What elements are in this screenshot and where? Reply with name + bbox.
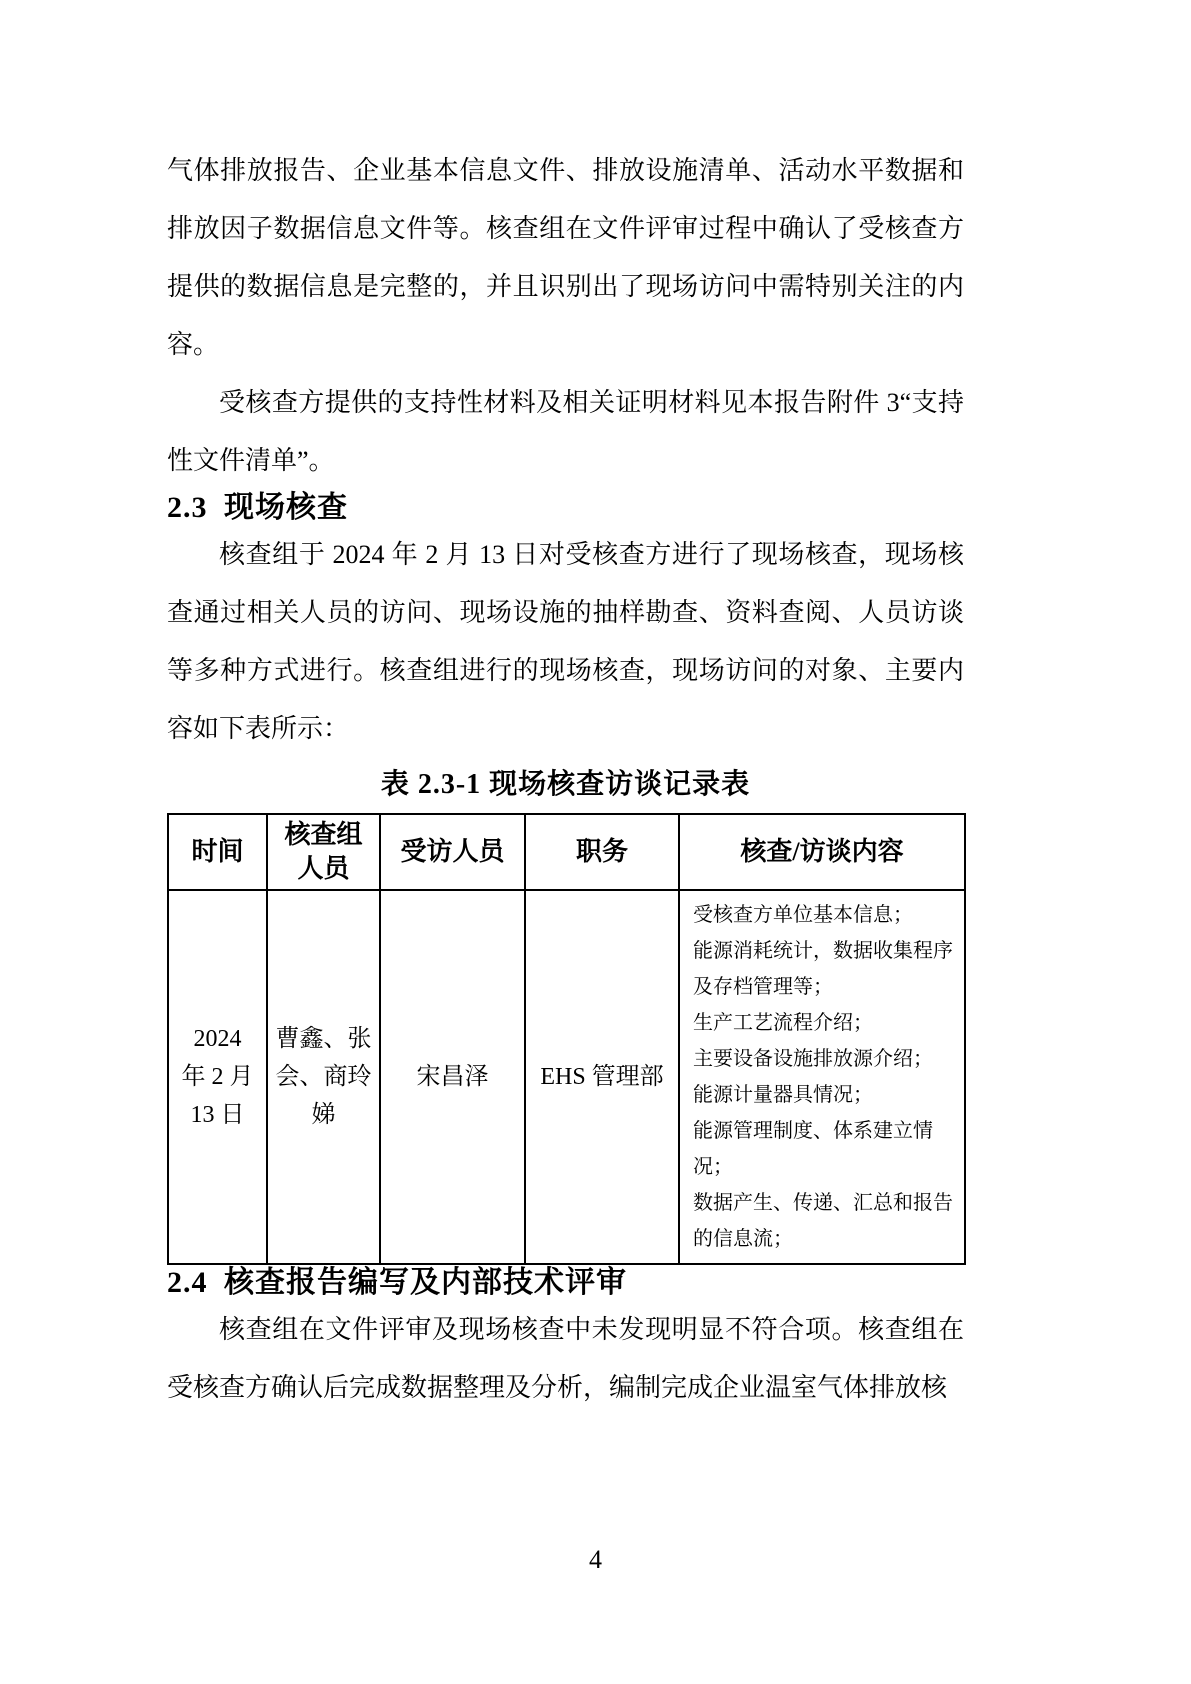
paragraph-onsite-verification: 核查组于 2024 年 2 月 13 日对受核查方进行了现场核查，现场核查通过相关人员的访问、现场设施的抽样勘查、资料查阅、人员访谈等多种方式进行。核查组进行的现场核查，现场访问的对象、主要内容如下表所示： — [167, 540, 964, 743]
column-header-interview-content: 核查/访谈内容 — [679, 814, 965, 890]
section-heading-2-4 — [167, 1265, 964, 1301]
paragraph-document-review: 气体排放报告、企业基本信息文件、排放设施清单、活动水平数据和排放因子数据信息文件等。核查组在文件评审过程中确认了受核查方提供的数据信息是完整的，并且识别出了现场访问中需特别关注的内容。 — [167, 156, 964, 359]
cell-time: 2024 年 2 月 13 日 — [168, 890, 267, 1264]
topic-energy-statistics: 能源消耗统计，数据收集程序及存档管理等； — [693, 940, 953, 998]
cell-verification-team: 曹鑫、张会、商玲娣 — [267, 890, 380, 1264]
column-header-time: 时间 — [168, 814, 267, 890]
topic-management-system: 能源管理制度、体系建立情况； — [693, 1120, 933, 1178]
topic-emission-sources: 主要设备设施排放源介绍； — [693, 1048, 933, 1070]
section-title-2-4: 核查报告编写及内部技术评审 — [224, 1266, 627, 1299]
section-number-2-4: 2.4 — [167, 1266, 208, 1299]
table-header-row — [168, 814, 965, 890]
topic-process-flow: 生产工艺流程介绍； — [693, 1012, 873, 1034]
paragraph-report-compilation: 核查组在文件评审及现场核查中未发现明显不符合项。核查组在受核查方确认后完成数据整理及分析，编制完成企业温室气体排放核 — [167, 1315, 964, 1402]
table-row — [168, 890, 965, 1264]
topic-basic-info: 受核查方单位基本信息； — [693, 904, 913, 926]
interview-record-table — [167, 813, 966, 1265]
column-header-verification-team: 核查组人员 — [267, 814, 380, 890]
topic-data-flow: 数据产生、传递、汇总和报告的信息流； — [693, 1192, 953, 1250]
paragraph-supporting-materials: 受核查方提供的支持性材料及相关证明材料见本报告附件 3“支持性文件清单”。 — [167, 388, 964, 475]
table-caption: 表 2.3-1 现场核查访谈记录表 — [380, 769, 751, 800]
section-title-2-3: 现场核查 — [224, 491, 348, 524]
cell-interview-topics — [679, 890, 965, 1264]
column-header-position: 职务 — [525, 814, 679, 890]
section-number-2-3: 2.3 — [167, 491, 208, 524]
section-heading-2-3 — [167, 490, 964, 526]
column-header-interviewee: 受访人员 — [380, 814, 525, 890]
topic-metering-devices: 能源计量器具情况； — [693, 1084, 873, 1106]
page-number: 4 — [589, 1545, 602, 1574]
cell-interviewee: 宋昌泽 — [380, 890, 525, 1264]
cell-position: EHS 管理部 — [525, 890, 679, 1264]
